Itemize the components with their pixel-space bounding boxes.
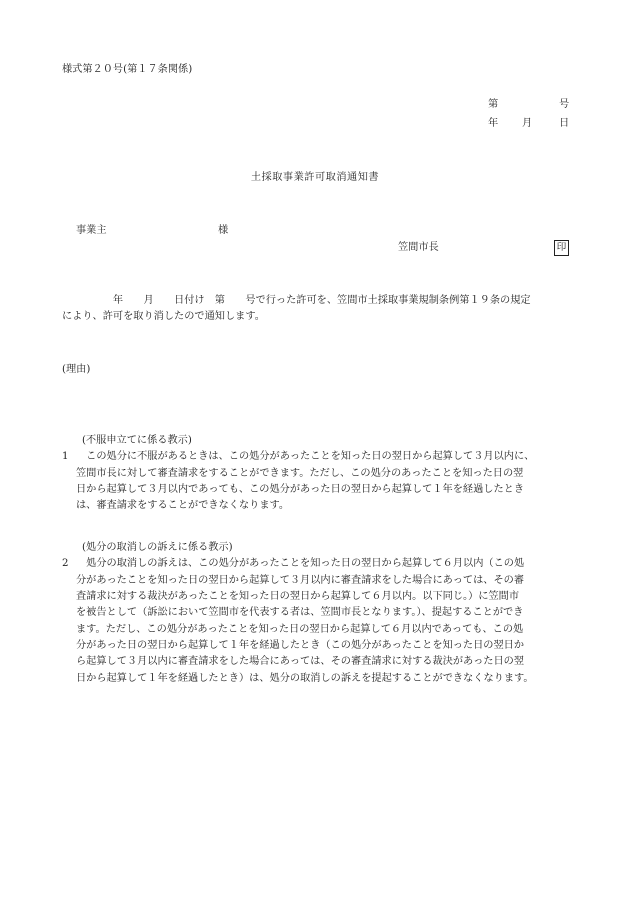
addressee-label: 事業主	[76, 225, 107, 236]
notice-line: 日から起算して３月以内であっても、この処分があった日の翌日から起算して１年を経過したとき	[76, 483, 525, 495]
notice-line: 日から起算して１年を経過したとき）は、処分の取消しの訴えを提起することができなくなります。	[76, 672, 534, 684]
lawsuit-notice-item	[62, 556, 574, 687]
lawsuit-notice	[62, 540, 574, 687]
notice-line: 査請求に対する裁決があったことを知った日の翌日から起算して６月以内。以下同じ。）に笠間市	[76, 590, 520, 602]
notice-line: を被告として（訴訟において笠間市を代表する者は、笠間市長となります。）、提起することができ	[76, 607, 524, 619]
reason-label: (理由)	[62, 364, 91, 375]
appeal-notice-heading: (不服申立てに係る教示)	[82, 435, 192, 446]
item-number: 2	[62, 558, 69, 570]
notice-line: は、審査請求をすることができなくなります。	[76, 500, 290, 512]
notice-line: ら起算して３月以内に審査請求をした場合にあっては、その審査請求に対する裁決があった日の翌	[76, 656, 525, 668]
form-id: 様式第２０号(第１７条関係)	[62, 64, 193, 75]
notice-line: 分があった日の翌日から起算して１年を経過したとき（この処分があったことを知った日の翌日か	[76, 639, 525, 651]
body-line: 年 月 日付け 第 号で行った許可を、笠間市土採取事業規制条例第１９条の規定	[62, 295, 531, 306]
body-line: により、許可を取り消したので通知します。	[62, 311, 265, 323]
notice-line: 分があったことを知った日の翌日から起算して３月以内に審査請求をした場合にあっては、その審	[76, 574, 525, 586]
date-day: 日	[559, 118, 570, 129]
addressee-honorific: 様	[218, 225, 229, 236]
item-number: 1	[62, 451, 69, 463]
issuer-name: 笠間市長	[398, 242, 439, 253]
document-number-prefix: 第	[488, 99, 499, 110]
document-title: 土採取事業許可取消通知書	[250, 172, 380, 183]
notice-line: 笠間市長に対して審査請求をすることができます。ただし、この処分のあったことを知った日の翌	[76, 467, 524, 479]
notice-line: ます。ただし、この処分があったことを知った日の翌日から起算して６月以内であっても、この処	[76, 623, 524, 635]
notice-line: 処分の取消しの訴えは、この処分があったことを知った日の翌日から起算して６月以内（この処	[76, 558, 525, 570]
appeal-notice-item	[62, 449, 574, 514]
date-year: 年	[488, 118, 499, 129]
lawsuit-notice-heading: (処分の取消しの訴えに係る教示)	[82, 542, 233, 553]
notice-body	[62, 293, 572, 326]
seal-mark: 印	[554, 240, 569, 256]
appeal-notice	[62, 433, 574, 515]
document-number-suffix: 号	[559, 99, 570, 110]
date-month: 月	[522, 118, 533, 129]
notice-line: この処分に不服があるときは、この処分があったことを知った日の翌日から起算して３月以内に、	[76, 451, 535, 463]
